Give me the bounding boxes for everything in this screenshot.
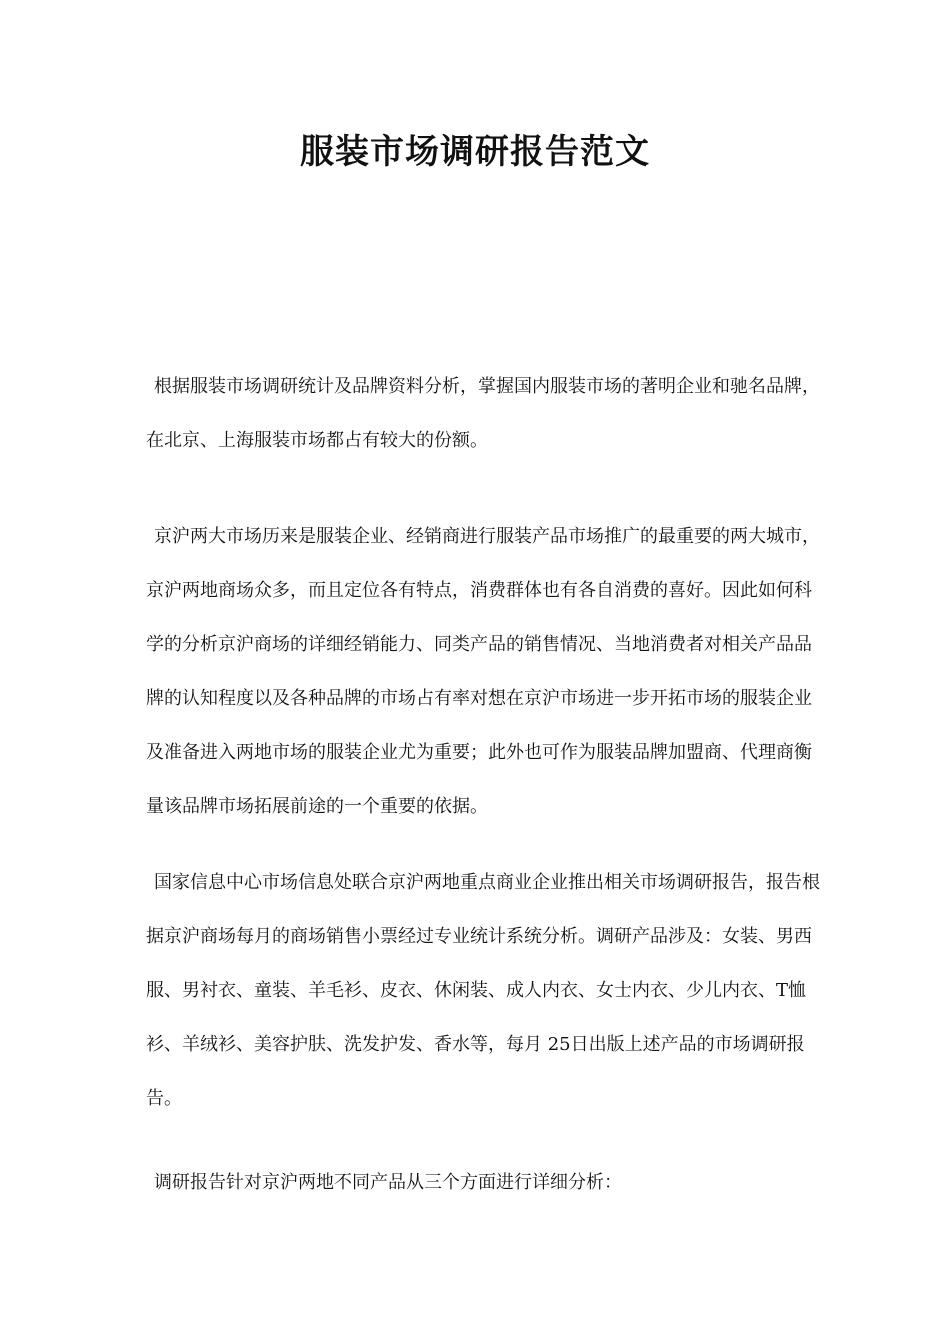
paragraph-1: 根据服装市场调研统计及品牌资料分析，掌握国内服装市场的著明企业和驰名品牌，在北京、上海服装市场都占有较大的份额。 <box>146 376 820 451</box>
paragraph-4: 调研报告针对京沪两地不同产品从三个方面进行详细分析： <box>154 1172 622 1193</box>
paragraph-3: 国家信息中心市场信息处联合京沪两地重点商业企业推出相关市场调研报告，报告根据京沪商场每月的商场销售小票经过专业统计系统分析。调研产品涉及：女装、男西服、男衬衣、童装、羊毛衫、皮衣、休闲装、成人内衣、女士内衣、少儿内衣、T恤衫、羊绒衫、美容护肤、洗发护发、香水等，每月 25日出版上述产品的市场调研报告。 <box>146 872 820 1109</box>
document-title: 服装市场调研报告范文 <box>300 132 650 172</box>
paragraph-2: 京沪两大市场历来是服装企业、经销商进行服装产品市场推广的最重要的两大城市，京沪两地商场众多，而且定位各有特点，消费群体也有各自消费的喜好。因此如何科学的分析京沪商场的详细经销能力、同类产品的销售情况、当地消费者对相关产品品牌的认知程度以及各种品牌的市场占有率对想在京沪市场进一步开拓市场的服装企业及准备进入两地市场的服装企业尤为重要；此外也可作为服装品牌加盟商、代理商衡量该品牌市场拓展前途的一个重要的依据。 <box>146 526 820 817</box>
